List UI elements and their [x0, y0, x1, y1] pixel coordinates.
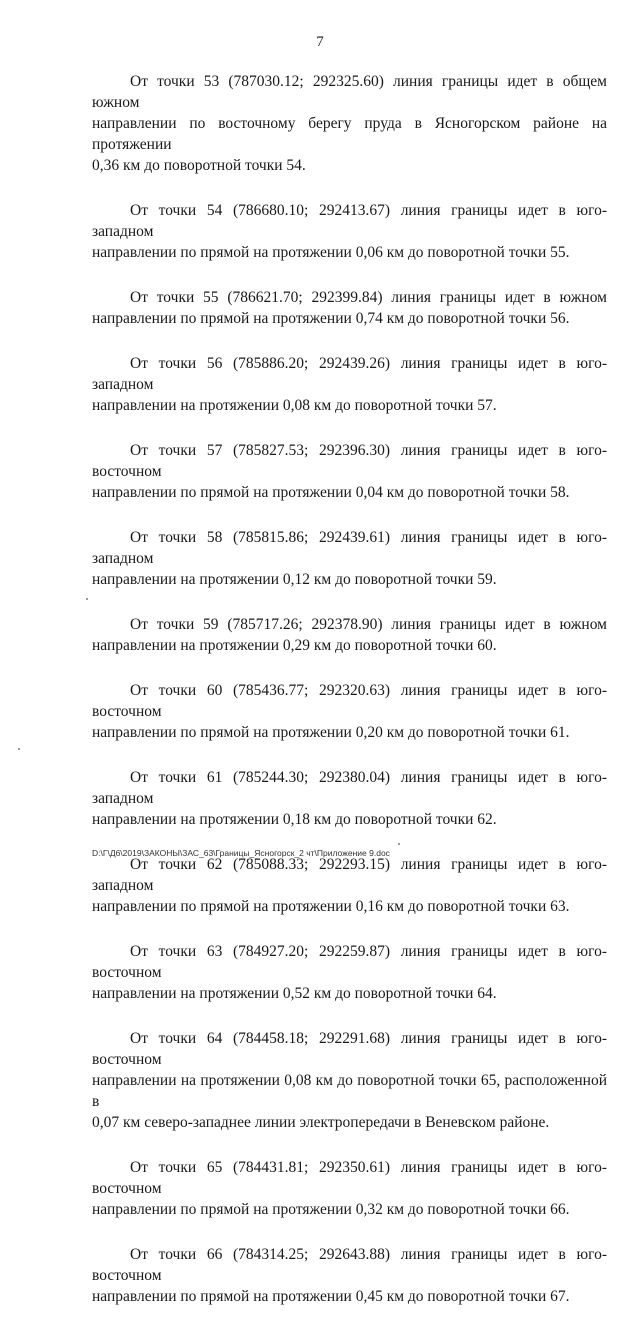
paragraph-line: направлении по прямой на протяжении 0,06 км до поворотной точки 55. [92, 244, 570, 261]
boundary-paragraph [92, 854, 607, 917]
paragraph-line: 0,36 км до поворотной точки 54. [92, 157, 306, 174]
page-number: 7 [316, 34, 324, 50]
paragraph-line: направлении по прямой на протяжении 0,32 км до поворотной точки 66. [92, 1201, 570, 1218]
paragraph-line: От точки 55 (786621.70; 292399.84) линия границы идет в южном [130, 289, 607, 306]
boundary-paragraph [92, 287, 607, 329]
paragraph-line: От точки 53 (787030.12; 292325.60) линия границы идет в общем южном [92, 73, 607, 111]
paragraph-line: направлении по прямой на протяжении 0,04 км до поворотной точки 58. [92, 484, 570, 501]
paragraph-line: направлении по восточному берегу пруда в Ясногорском районе на протяжении [92, 115, 607, 153]
boundary-paragraph [92, 1028, 607, 1133]
scan-speck [18, 748, 20, 750]
boundary-paragraph [92, 1157, 607, 1220]
boundary-paragraph [92, 527, 607, 590]
boundary-paragraph [92, 614, 607, 656]
boundary-paragraph [92, 71, 607, 176]
footer-file-path: D:\Г\Д6\2019\ЗАКОНЫ\ЗАС_63\Границы_Ясногорск_2 чт\Приложение 9.doc [92, 848, 390, 858]
scan-speck [86, 598, 88, 600]
paragraph-line: От точки 60 (785436.77; 292320.63) линия границы идет в юго-восточном [92, 682, 607, 720]
paragraph-line: От точки 64 (784458.18; 292291.68) линия границы идет в юго-восточном [92, 1030, 607, 1068]
boundary-paragraph [92, 200, 607, 263]
document-body [92, 71, 607, 1331]
boundary-paragraph [92, 680, 607, 743]
boundary-paragraph [92, 1244, 607, 1307]
paragraph-line: направлении по прямой на протяжении 0,45 км до поворотной точки 67. [92, 1288, 570, 1305]
paragraph-line: От точки 57 (785827.53; 292396.30) линия границы идет в юго-восточном [92, 442, 607, 480]
paragraph-line: От точки 61 (785244.30; 292380.04) линия границы идет в юго-западном [92, 769, 607, 807]
boundary-paragraph [92, 767, 607, 830]
paragraph-line: От точки 54 (786680.10; 292413.67) линия границы идет в юго-западном [92, 202, 607, 240]
boundary-paragraph [92, 941, 607, 1004]
paragraph-line: От точки 62 (785088.33; 292293.15) линия границы идет в юго-западном [92, 856, 607, 894]
paragraph-line: От точки 59 (785717.26; 292378.90) линия границы идет в южном [130, 616, 607, 633]
paragraph-line: От точки 65 (784431.81; 292350.61) линия границы идет в юго-восточном [92, 1159, 607, 1197]
paragraph-line: направлении по прямой на протяжении 0,20 км до поворотной точки 61. [92, 724, 570, 741]
paragraph-line: направлении на протяжении 0,08 км до поворотной точки 57. [92, 397, 497, 414]
scan-speck [398, 843, 400, 845]
paragraph-line: 0,07 км северо-западнее линии электропередачи в Веневском районе. [92, 1114, 550, 1131]
paragraph-line: От точки 66 (784314.25; 292643.88) линия границы идет в юго-восточном [92, 1246, 607, 1284]
paragraph-line: От точки 58 (785815.86; 292439.61) линия границы идет в юго-западном [92, 529, 607, 567]
paragraph-line: направлении по прямой на протяжении 0,16 км до поворотной точки 63. [92, 898, 570, 915]
paragraph-line: направлении на протяжении 0,18 км до поворотной точки 62. [92, 811, 497, 828]
boundary-paragraph [92, 440, 607, 503]
paragraph-line: направлении на протяжении 0,12 км до поворотной точки 59. [92, 571, 497, 588]
paragraph-line: направлении на протяжении 0,29 км до поворотной точки 60. [92, 637, 497, 654]
paragraph-line: От точки 56 (785886.20; 292439.26) линия границы идет в юго-западном [92, 355, 607, 393]
paragraph-line: направлении на протяжении 0,08 км до поворотной точки 65, расположенной в [92, 1072, 607, 1110]
boundary-paragraph [92, 353, 607, 416]
paragraph-line: От точки 63 (784927.20; 292259.87) линия границы идет в юго-восточном [92, 943, 607, 981]
paragraph-line: направлении по прямой на протяжении 0,74 км до поворотной точки 56. [92, 310, 570, 327]
paragraph-line: направлении на протяжении 0,52 км до поворотной точки 64. [92, 985, 497, 1002]
